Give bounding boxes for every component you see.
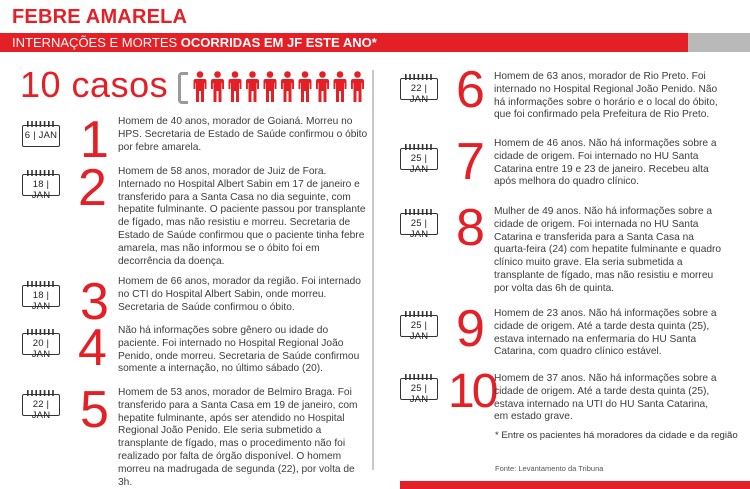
- case-date: 18 | JAN: [31, 290, 51, 312]
- case-date: 22 | JAN: [409, 83, 429, 105]
- people-icons: [193, 71, 369, 103]
- case-description: Não há informações sobre gênero ou idade do paciente. Foi internado no Hospital Regional João Penido, onde morreu. Secretaria de Saúde confirmou somente a internação, no último sábado (20).: [118, 325, 360, 375]
- person-icon: [299, 71, 312, 102]
- person-icon: [246, 71, 259, 102]
- footnote: * Entre os pacientes há moradores da cidade e da região: [495, 430, 738, 441]
- case-number: 5: [80, 381, 109, 439]
- case-number: 8: [456, 199, 485, 257]
- case-date: 6 | JAN: [24, 130, 58, 141]
- case-description: Homem de 58 anos, morador de Juiz de Fora. Internado no Hospital Albert Sabin em 17 de janeiro e transferido para a Santa Casa no dia seguinte, com hepatite fulminante. O paciente passou por transplante de fígado, mas não resistiu e morreu. Secretaria de Estado de Saúde confirmou que o paciente tinha febre amarela, mas não informou se o óbito foi em decorrência da doença.: [118, 166, 366, 267]
- person-icon: [351, 71, 364, 102]
- calendar-icon: [22, 174, 60, 201]
- person-icon: [211, 71, 224, 102]
- subtitle-regular: INTERNAÇÕES E MORTES: [12, 35, 181, 50]
- case-number: 2: [78, 159, 107, 217]
- case-description: Homem de 53 anos, morador de Belmiro Braga. Foi transferido para a Santa Casa em 19 de janeiro, com hepatite fulminante, após ser atendido no Hospital Regional João Penido. Ele seria submetido a transplante de fígado, mas o procedimento não foi realizado por falta de órgão disponível. O homem morreu na madrugada de segunda (22), por volta de 3h.: [118, 387, 358, 488]
- case-date: 18 | JAN: [31, 179, 51, 201]
- subtitle-bold: OCORRIDAS EM JF ESTE ANO*: [180, 35, 377, 50]
- case-description: Homem de 40 anos, morador de Goianá. Morreu no HPS. Secretaria de Estado de Saúde confirmou o óbito por febre amarela.: [118, 116, 368, 153]
- case-number: 3: [80, 273, 109, 331]
- calendar-icon: [400, 315, 438, 342]
- case-number: 1: [80, 111, 109, 169]
- case-number: 9: [456, 300, 485, 358]
- calendar-icon: [22, 333, 60, 360]
- calendar-icon: [22, 285, 60, 312]
- person-icon: [229, 71, 242, 102]
- banner-subtitle: [12, 35, 377, 50]
- person-icon: [281, 71, 294, 102]
- column-divider: [372, 70, 374, 470]
- bracket-decoration: [178, 72, 188, 104]
- case-description: Homem de 66 anos, morador da região. Foi internado no CTI do Hospital Albert Sabin, onde morreu. Secretaria de Saúde confirmou o óbito.: [118, 276, 361, 313]
- case-count-label: 10 casos: [20, 64, 169, 105]
- calendar-icon: [22, 125, 60, 147]
- page-title: FEBRE AMARELA: [12, 6, 188, 28]
- subtitle-banner: [0, 33, 750, 52]
- case-description: Homem de 46 anos. Não há informações sobre a cidade de origem. Foi internado no HU Santa Catarina entre 19 e 23 de janeiro. Recebeu alta após melhora do quadro clínico.: [494, 138, 717, 188]
- person-icon: [334, 71, 347, 102]
- calendar-icon: [400, 78, 438, 105]
- bottom-accent-bar: [400, 481, 750, 489]
- case-number: 6: [456, 61, 485, 119]
- case-number: 10: [448, 365, 496, 418]
- case-description: Homem de 37 anos. Não há informações sobre a cidade de origem. Até a tarde desta quinta (25), estava internado na UTI do HU Santa Catarina, em estado grave.: [494, 373, 717, 423]
- person-icon: [194, 71, 207, 102]
- calendar-icon: [400, 378, 438, 405]
- case-date: 25 | JAN: [409, 153, 429, 175]
- case-number: 7: [456, 133, 485, 191]
- case-date: 25 | JAN: [409, 320, 429, 342]
- calendar-icon: [400, 213, 438, 240]
- person-icon: [264, 71, 277, 102]
- case-date: 22 | JAN: [31, 399, 51, 421]
- case-description: Homem de 63 anos, morador de Rio Preto. Foi internado no Hospital Regional João Penido. Não há informações sobre o horário e o local do óbito, que foi confirmado pela Prefeitura de Rio Preto.: [494, 71, 718, 121]
- case-description: Mulher de 49 anos. Não há informações sobre a cidade de origem. Foi internada no HU Santa Catarina e transferida para a Santa Casa na quarta-feira (24) com hepatite fulminante e quadro clínico muito grave. Ela seria submetida a transplante de fígado, mas não resistiu e morreu por volta das 6h de quinta.: [494, 206, 722, 294]
- case-date: 20 | JAN: [31, 338, 51, 360]
- source-credit: Fonte: Levantamento da Tribuna: [495, 464, 604, 473]
- case-number: 4: [78, 319, 107, 377]
- case-date: 25 | JAN: [409, 383, 429, 405]
- case-description: Homem de 23 anos. Não há informações sobre a cidade de origem. Até a tarde desta quinta (25), estava internado na enfermaria do HU Santa Catarina, com quadro clínico estável.: [494, 308, 717, 358]
- person-icon: [316, 71, 329, 102]
- calendar-icon: [22, 394, 60, 421]
- case-date: 25 | JAN: [409, 218, 429, 240]
- calendar-icon: [400, 148, 438, 175]
